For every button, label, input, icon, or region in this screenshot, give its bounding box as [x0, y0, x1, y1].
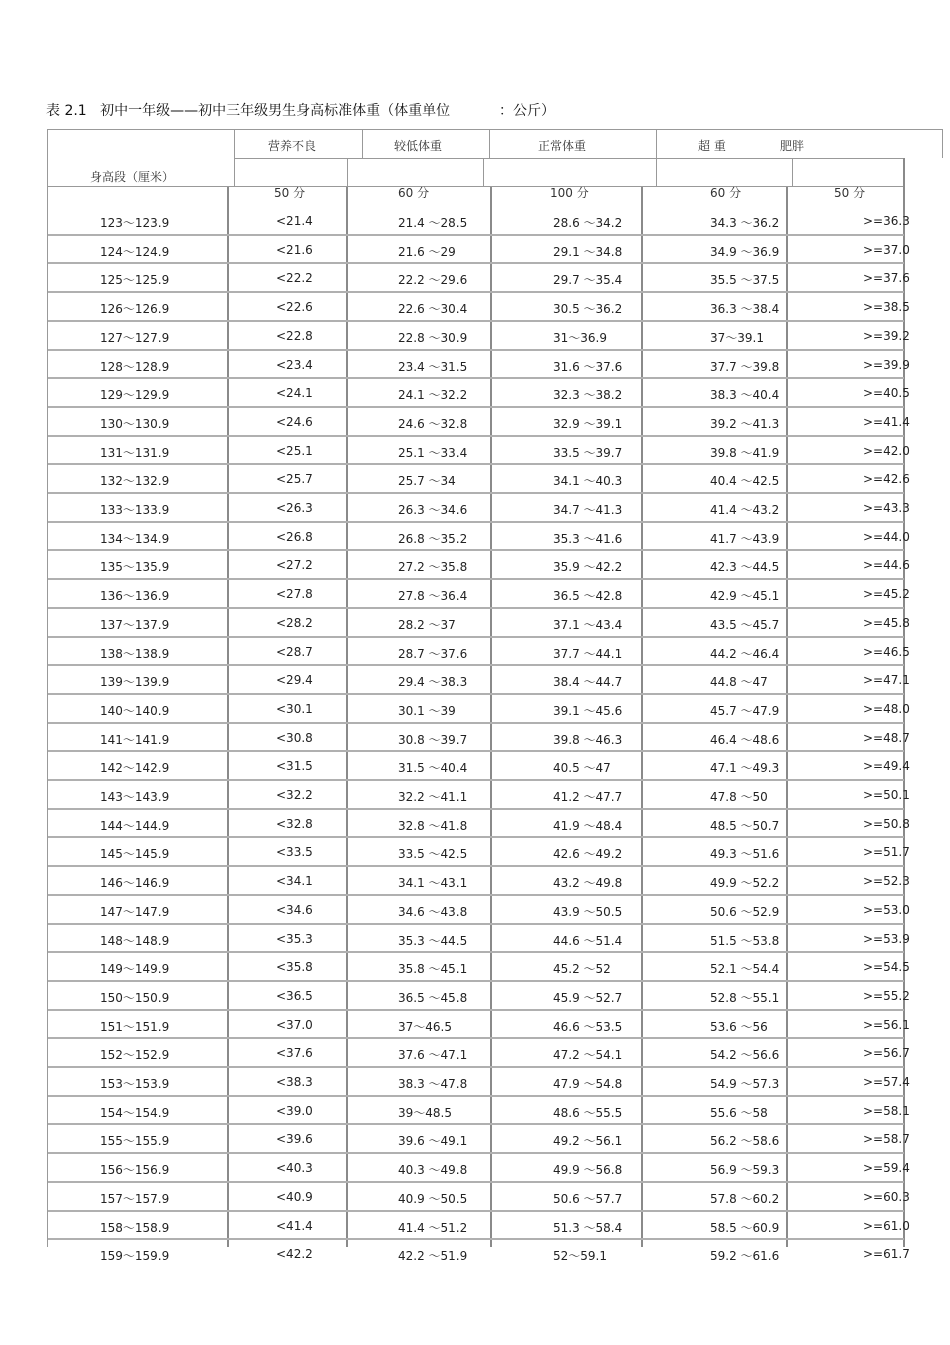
undernutrition-value: <35.8: [276, 960, 313, 974]
low-weight-range: 40.9 ～50.5: [398, 1192, 468, 1206]
overweight-range: 36.3 ～38.4: [710, 302, 780, 316]
table-row: [0, 495, 950, 524]
low-weight-range: 26.8 ～35.2: [398, 532, 468, 546]
normal-weight-range: 47.2 ～54.1: [553, 1048, 623, 1062]
normal-weight-range: 35.3 ～41.6: [553, 532, 623, 546]
undernutrition-value: <23.4: [276, 358, 313, 372]
height-range: 138～138.9: [100, 647, 170, 661]
obese-value: >=50.8: [863, 817, 910, 831]
normal-weight-range: 34.1 ～40.3: [553, 474, 623, 488]
height-range: 128～128.9: [100, 360, 170, 374]
normal-weight-range: 37.7 ～44.1: [553, 647, 623, 661]
normal-weight-range: 48.6 ～55.5: [553, 1106, 623, 1120]
overweight-range: 41.7 ～43.9: [710, 532, 780, 546]
obese-value: >=58.7: [863, 1132, 910, 1146]
row-divider: [48, 1009, 904, 1011]
height-range: 133～133.9: [100, 503, 170, 517]
normal-weight-range: 38.4 ～44.7: [553, 675, 623, 689]
obese-value: >=55.2: [863, 989, 910, 1003]
low-weight-range: 29.4 ～38.3: [398, 675, 468, 689]
overweight-range: 45.7 ～47.9: [710, 704, 780, 718]
row-divider: [48, 1095, 904, 1097]
low-weight-range: 38.3 ～47.8: [398, 1077, 468, 1091]
table-row: [0, 1126, 950, 1155]
height-range: 148～148.9: [100, 934, 170, 948]
table-row: [0, 1241, 950, 1270]
table-title-main: 初中一年级——初中三年级男生身高标准体重（体重单位: [100, 103, 451, 119]
overweight-range: 50.6 ～52.9: [710, 905, 780, 919]
table-row: [0, 782, 950, 811]
overweight-range: 39.8 ～41.9: [710, 446, 780, 460]
overweight-range: 48.5 ～50.7: [710, 819, 780, 833]
normal-weight-range: 32.3 ～38.2: [553, 388, 623, 402]
undernutrition-value: <26.8: [276, 530, 313, 544]
table-row: [0, 581, 950, 610]
overweight-range: 34.3 ～36.2: [710, 216, 780, 230]
overweight-range: 42.3 ～44.5: [710, 560, 780, 574]
overweight-range: 53.6 ～56: [710, 1020, 768, 1034]
row-divider: [48, 1037, 904, 1039]
undernutrition-value: <29.4: [276, 673, 313, 687]
low-weight-range: 39～48.5: [398, 1106, 452, 1120]
low-weight-range: 31.5 ～40.4: [398, 761, 468, 775]
row-divider: [48, 1066, 904, 1068]
height-range: 137～137.9: [100, 618, 170, 632]
table-row: [0, 610, 950, 639]
header-undernutrition: 营养不良: [268, 139, 317, 153]
obese-value: >=56.7: [863, 1046, 910, 1060]
obese-value: >=41.4: [863, 415, 910, 429]
height-range: 152～152.9: [100, 1048, 170, 1062]
overweight-range: 42.9 ～45.1: [710, 589, 780, 603]
normal-weight-range: 49.9 ～56.8: [553, 1163, 623, 1177]
row-divider: [48, 664, 904, 666]
overweight-range: 56.9 ～59.3: [710, 1163, 780, 1177]
undernutrition-value: <26.3: [276, 501, 313, 515]
normal-weight-range: 45.9 ～52.7: [553, 991, 623, 1005]
obese-value: >=59.4: [863, 1161, 910, 1175]
row-divider: [48, 865, 904, 867]
height-range: 144～144.9: [100, 819, 170, 833]
undernutrition-value: <39.0: [276, 1104, 313, 1118]
undernutrition-value: <24.6: [276, 415, 313, 429]
low-weight-range: 27.8 ～36.4: [398, 589, 468, 603]
overweight-range: 56.2 ～58.6: [710, 1134, 780, 1148]
obese-value: >=42.6: [863, 472, 910, 486]
normal-weight-range: 51.3 ～58.4: [553, 1221, 623, 1235]
low-weight-range: 39.6 ～49.1: [398, 1134, 468, 1148]
overweight-range: 35.5 ～37.5: [710, 273, 780, 287]
row-divider: [48, 320, 904, 322]
height-range: 147～147.9: [100, 905, 170, 919]
low-weight-range: 30.8 ～39.7: [398, 733, 468, 747]
low-weight-range: 35.8 ～45.1: [398, 962, 468, 976]
row-divider: [48, 1152, 904, 1154]
obese-value: >=40.5: [863, 386, 910, 400]
obese-value: >=48.0: [863, 702, 910, 716]
low-weight-range: 27.2 ～35.8: [398, 560, 468, 574]
low-weight-range: 24.1 ～32.2: [398, 388, 468, 402]
undernutrition-value: <27.2: [276, 558, 313, 572]
row-divider: [48, 808, 904, 810]
height-range: 139～139.9: [100, 675, 170, 689]
overweight-range: 43.5 ～45.7: [710, 618, 780, 632]
low-weight-range: 21.6 ～29: [398, 245, 456, 259]
height-range: 153～153.9: [100, 1077, 170, 1091]
normal-weight-range: 45.2 ～52: [553, 962, 611, 976]
table-row: [0, 409, 950, 438]
row-divider: [48, 406, 904, 408]
undernutrition-value: <40.9: [276, 1190, 313, 1204]
row-divider: [48, 349, 904, 351]
normal-weight-range: 28.6 ～34.2: [553, 216, 623, 230]
obese-value: >=61.0: [863, 1219, 910, 1233]
low-weight-range: 21.4 ～28.5: [398, 216, 468, 230]
height-range: 146～146.9: [100, 876, 170, 890]
undernutrition-value: <21.4: [276, 214, 313, 228]
height-range: 154～154.9: [100, 1106, 170, 1120]
height-range: 140～140.9: [100, 704, 170, 718]
row-divider: [48, 262, 904, 264]
low-weight-range: 36.5 ～45.8: [398, 991, 468, 1005]
row-divider: [48, 779, 904, 781]
row-divider: [48, 722, 904, 724]
low-weight-range: 22.2 ～29.6: [398, 273, 468, 287]
table-row: [0, 466, 950, 495]
normal-weight-range: 34.7 ～41.3: [553, 503, 623, 517]
undernutrition-value: <36.5: [276, 989, 313, 1003]
overweight-range: 52.8 ～55.1: [710, 991, 780, 1005]
row-divider: [48, 435, 904, 437]
undernutrition-value: <38.3: [276, 1075, 313, 1089]
height-range: 149～149.9: [100, 962, 170, 976]
overweight-range: 52.1 ～54.4: [710, 962, 780, 976]
undernutrition-value: <22.2: [276, 271, 313, 285]
normal-weight-range: 50.6 ～57.7: [553, 1192, 623, 1206]
height-range: 142～142.9: [100, 761, 170, 775]
height-range: 151～151.9: [100, 1020, 170, 1034]
row-divider: [48, 1181, 904, 1183]
low-weight-range: 37.6 ～47.1: [398, 1048, 468, 1062]
overweight-range: 47.1 ～49.3: [710, 761, 780, 775]
low-weight-range: 37～46.5: [398, 1020, 452, 1034]
obese-value: >=47.1: [863, 673, 910, 687]
table-title-unit: ：公斤）: [498, 103, 555, 119]
table-row: [0, 839, 950, 868]
obese-value: >=37.0: [863, 243, 910, 257]
row-divider: [48, 234, 904, 236]
normal-weight-range: 35.9 ～42.2: [553, 560, 623, 574]
height-range: 124～124.9: [100, 245, 170, 259]
overweight-range: 47.8 ～50: [710, 790, 768, 804]
obese-value: >=44.0: [863, 530, 910, 544]
score-obese: 50 分: [834, 186, 866, 200]
undernutrition-value: <25.7: [276, 472, 313, 486]
undernutrition-value: <28.7: [276, 645, 313, 659]
normal-weight-range: 52～59.1: [553, 1249, 607, 1263]
row-divider: [48, 521, 904, 523]
obese-value: >=39.2: [863, 329, 910, 343]
obese-value: >=53.0: [863, 903, 910, 917]
table-title: [46, 100, 555, 120]
undernutrition-value: <24.1: [276, 386, 313, 400]
overweight-range: 54.9 ～57.3: [710, 1077, 780, 1091]
low-weight-range: 34.6 ～43.8: [398, 905, 468, 919]
row-divider: [48, 1123, 904, 1125]
row-divider: [48, 1210, 904, 1212]
overweight-range: 55.6 ～58: [710, 1106, 768, 1120]
low-weight-range: 22.6 ～30.4: [398, 302, 468, 316]
table-row: [0, 897, 950, 926]
table-row: [0, 380, 950, 409]
obese-value: >=48.7: [863, 731, 910, 745]
obese-value: >=49.4: [863, 759, 910, 773]
undernutrition-value: <30.8: [276, 731, 313, 745]
height-range: 156～156.9: [100, 1163, 170, 1177]
low-weight-range: 30.1 ～39: [398, 704, 456, 718]
table-row: [0, 954, 950, 983]
undernutrition-value: <34.1: [276, 874, 313, 888]
height-range: 131～131.9: [100, 446, 170, 460]
height-range: 130～130.9: [100, 417, 170, 431]
undernutrition-value: <39.6: [276, 1132, 313, 1146]
overweight-range: 37～39.1: [710, 331, 764, 345]
overweight-range: 57.8 ～60.2: [710, 1192, 780, 1206]
undernutrition-value: <32.2: [276, 788, 313, 802]
table-row: [0, 265, 950, 294]
undernutrition-value: <40.3: [276, 1161, 313, 1175]
low-weight-range: 25.7 ～34: [398, 474, 456, 488]
normal-weight-range: 31.6 ～37.6: [553, 360, 623, 374]
overweight-range: 38.3 ～40.4: [710, 388, 780, 402]
undernutrition-value: <31.5: [276, 759, 313, 773]
undernutrition-value: <28.2: [276, 616, 313, 630]
obese-value: >=43.3: [863, 501, 910, 515]
normal-weight-range: 41.9 ～48.4: [553, 819, 623, 833]
low-weight-range: 34.1 ～43.1: [398, 876, 468, 890]
table-row: [0, 1069, 950, 1098]
score-undernutrition: 50 分: [274, 186, 306, 200]
table-row: [0, 1155, 950, 1184]
obese-value: >=44.6: [863, 558, 910, 572]
normal-weight-range: 42.6 ～49.2: [553, 847, 623, 861]
table-row: [0, 1184, 950, 1213]
obese-value: >=53.9: [863, 932, 910, 946]
obese-value: >=46.5: [863, 645, 910, 659]
normal-weight-range: 43.2 ～49.8: [553, 876, 623, 890]
normal-weight-range: 32.9 ～39.1: [553, 417, 623, 431]
height-range: 141～141.9: [100, 733, 170, 747]
undernutrition-value: <37.6: [276, 1046, 313, 1060]
low-weight-range: 32.8 ～41.8: [398, 819, 468, 833]
row-divider: [48, 750, 904, 752]
obese-value: >=52.3: [863, 874, 910, 888]
overweight-range: 34.9 ～36.9: [710, 245, 780, 259]
score-low-weight: 60 分: [398, 186, 430, 200]
row-divider: [48, 607, 904, 609]
obese-value: >=45.2: [863, 587, 910, 601]
obese-value: >=36.3: [863, 214, 910, 228]
undernutrition-value: <34.6: [276, 903, 313, 917]
overweight-range: 51.5 ～53.8: [710, 934, 780, 948]
obese-value: >=51.7: [863, 845, 910, 859]
obese-value: >=60.3: [863, 1190, 910, 1204]
overweight-range: 46.4 ～48.6: [710, 733, 780, 747]
undernutrition-value: <41.4: [276, 1219, 313, 1233]
obese-value: >=61.7: [863, 1247, 910, 1261]
overweight-range: 44.2 ～46.4: [710, 647, 780, 661]
table-row: [0, 552, 950, 581]
height-range: 135～135.9: [100, 560, 170, 574]
undernutrition-value: <27.8: [276, 587, 313, 601]
normal-weight-range: 29.1 ～34.8: [553, 245, 623, 259]
row-divider: [48, 492, 904, 494]
undernutrition-value: <21.6: [276, 243, 313, 257]
obese-value: >=58.1: [863, 1104, 910, 1118]
row-divider: [48, 951, 904, 953]
low-weight-range: 25.1 ～33.4: [398, 446, 468, 460]
header-obese: 肥胖: [780, 139, 805, 153]
row-divider: [48, 578, 904, 580]
height-range: 158～158.9: [100, 1221, 170, 1235]
obese-value: >=38.5: [863, 300, 910, 314]
table-row: [0, 696, 950, 725]
normal-weight-range: 49.2 ～56.1: [553, 1134, 623, 1148]
score-normal-weight: 100 分: [550, 186, 589, 200]
normal-weight-range: 36.5 ～42.8: [553, 589, 623, 603]
low-weight-range: 28.2 ～37: [398, 618, 456, 632]
obese-value: >=37.6: [863, 271, 910, 285]
normal-weight-range: 46.6 ～53.5: [553, 1020, 623, 1034]
normal-weight-range: 39.8 ～46.3: [553, 733, 623, 747]
normal-weight-range: 39.1 ～45.6: [553, 704, 623, 718]
overweight-range: 41.4 ～43.2: [710, 503, 780, 517]
height-range: 159～159.9: [100, 1249, 170, 1263]
undernutrition-value: <35.3: [276, 932, 313, 946]
low-weight-range: 40.3 ～49.8: [398, 1163, 468, 1177]
row-divider: [48, 980, 904, 982]
table-row: [0, 983, 950, 1012]
row-divider: [48, 894, 904, 896]
overweight-range: 39.2 ～41.3: [710, 417, 780, 431]
height-column-header: 身高段（厘米）: [90, 170, 175, 184]
normal-weight-range: 30.5 ～36.2: [553, 302, 623, 316]
height-range: 136～136.9: [100, 589, 170, 603]
normal-weight-range: 44.6 ～51.4: [553, 934, 623, 948]
normal-weight-range: 40.5 ～47: [553, 761, 611, 775]
row-divider: [48, 291, 904, 293]
obese-value: >=54.5: [863, 960, 910, 974]
height-range: 134～134.9: [100, 532, 170, 546]
table-row: [0, 868, 950, 897]
height-range: 150～150.9: [100, 991, 170, 1005]
overweight-range: 54.2 ～56.6: [710, 1048, 780, 1062]
score-overweight: 60 分: [710, 186, 742, 200]
undernutrition-value: <33.5: [276, 845, 313, 859]
row-divider: [48, 923, 904, 925]
obese-value: >=39.9: [863, 358, 910, 372]
overweight-range: 49.9 ～52.2: [710, 876, 780, 890]
normal-weight-range: 33.5 ～39.7: [553, 446, 623, 460]
normal-weight-range: 29.7 ～35.4: [553, 273, 623, 287]
low-weight-range: 42.2 ～51.9: [398, 1249, 468, 1263]
normal-weight-range: 41.2 ～47.7: [553, 790, 623, 804]
normal-weight-range: 31～36.9: [553, 331, 607, 345]
undernutrition-value: <22.6: [276, 300, 313, 314]
overweight-range: 49.3 ～51.6: [710, 847, 780, 861]
undernutrition-value: <42.2: [276, 1247, 313, 1261]
obese-value: >=42.0: [863, 444, 910, 458]
normal-weight-range: 37.1 ～43.4: [553, 618, 623, 632]
undernutrition-value: <32.8: [276, 817, 313, 831]
row-divider: [48, 463, 904, 465]
height-range: 125～125.9: [100, 273, 170, 287]
table-label: 表 2.1: [46, 103, 87, 119]
row-divider: [48, 693, 904, 695]
normal-weight-range: 47.9 ～54.8: [553, 1077, 623, 1091]
overweight-range: 44.8 ～47: [710, 675, 768, 689]
low-weight-range: 24.6 ～32.8: [398, 417, 468, 431]
overweight-range: 58.5 ～60.9: [710, 1221, 780, 1235]
low-weight-range: 28.7 ～37.6: [398, 647, 468, 661]
overweight-range: 40.4 ～42.5: [710, 474, 780, 488]
height-range: 123～123.9: [100, 216, 170, 230]
row-divider: [48, 549, 904, 551]
table-row: [0, 667, 950, 696]
height-range: 143～143.9: [100, 790, 170, 804]
table-row: [0, 208, 950, 237]
header-normal-weight: 正常体重: [538, 139, 587, 153]
header-overweight: 超 重: [698, 139, 726, 153]
table-row: [0, 753, 950, 782]
undernutrition-value: <22.8: [276, 329, 313, 343]
low-weight-range: 33.5 ～42.5: [398, 847, 468, 861]
row-divider: [48, 836, 904, 838]
row-divider: [48, 377, 904, 379]
table-row: [0, 1040, 950, 1069]
low-weight-range: 23.4 ～31.5: [398, 360, 468, 374]
table-row: [0, 323, 950, 352]
low-weight-range: 26.3 ～34.6: [398, 503, 468, 517]
low-weight-range: 41.4 ～51.2: [398, 1221, 468, 1235]
undernutrition-value: <37.0: [276, 1018, 313, 1032]
low-weight-range: 22.8 ～30.9: [398, 331, 468, 345]
obese-value: >=45.8: [863, 616, 910, 630]
overweight-range: 59.2 ～61.6: [710, 1249, 780, 1263]
row-divider: [48, 636, 904, 638]
table-row: [0, 294, 950, 323]
height-range: 145～145.9: [100, 847, 170, 861]
obese-value: >=56.1: [863, 1018, 910, 1032]
normal-weight-range: 43.9 ～50.5: [553, 905, 623, 919]
height-range: 157～157.9: [100, 1192, 170, 1206]
undernutrition-value: <25.1: [276, 444, 313, 458]
height-range: 126～126.9: [100, 302, 170, 316]
overweight-range: 37.7 ～39.8: [710, 360, 780, 374]
height-range: 155～155.9: [100, 1134, 170, 1148]
row-divider: [48, 1238, 904, 1240]
height-range: 129～129.9: [100, 388, 170, 402]
height-range: 127～127.9: [100, 331, 170, 345]
obese-value: >=50.1: [863, 788, 910, 802]
height-range: 132～132.9: [100, 474, 170, 488]
obese-value: >=57.4: [863, 1075, 910, 1089]
low-weight-range: 32.2 ～41.1: [398, 790, 468, 804]
undernutrition-value: <30.1: [276, 702, 313, 716]
header-low-weight: 较低体重: [394, 139, 443, 153]
low-weight-range: 35.3 ～44.5: [398, 934, 468, 948]
